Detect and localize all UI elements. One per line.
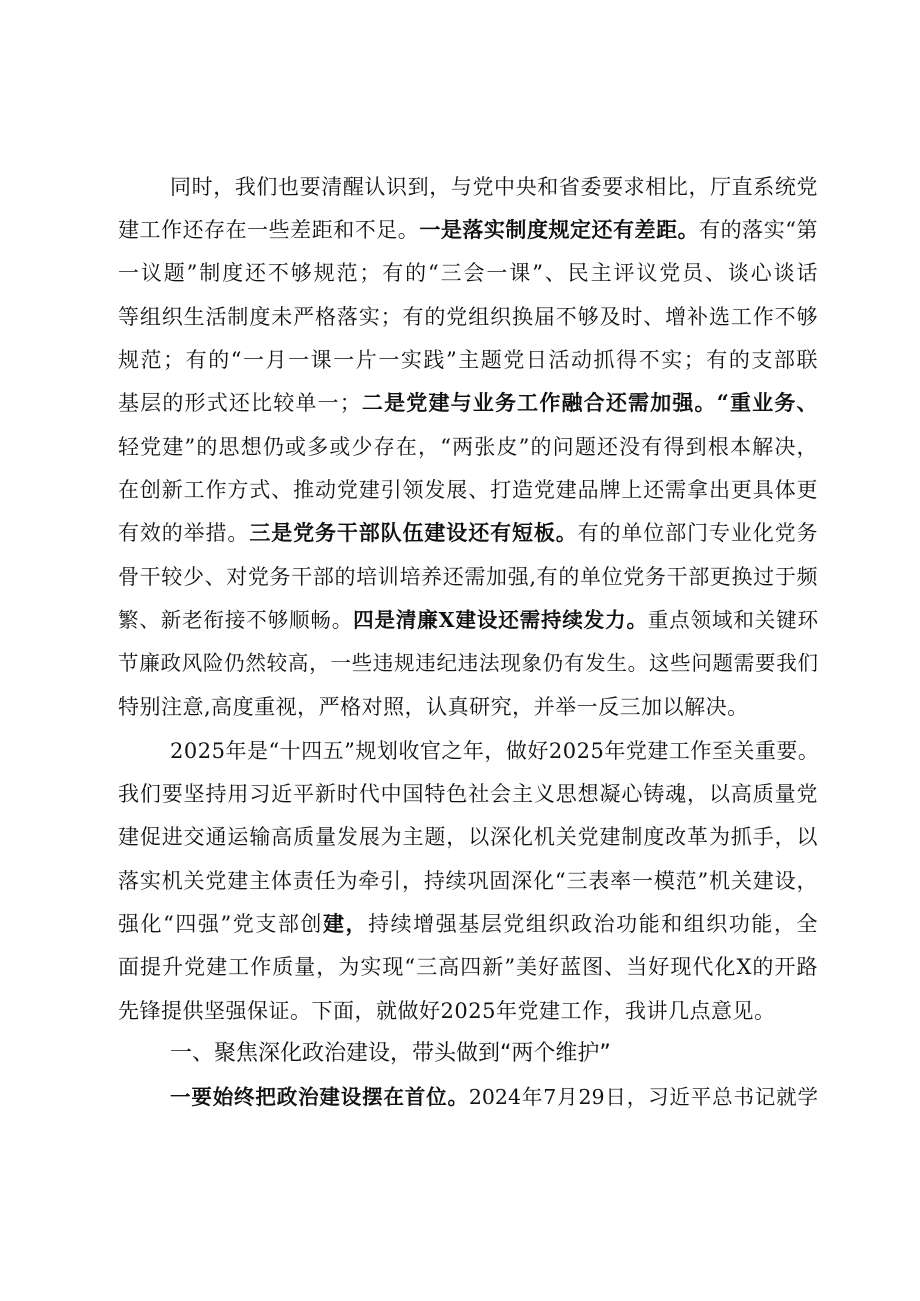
p2-line-5 <box>118 909 818 939</box>
bold-point-4: 四是清廉X建设还需持续发力。 <box>353 608 648 632</box>
text: 2024年7月29日，习近平总书记就学 <box>468 1085 818 1109</box>
p1-line-4 <box>118 302 818 332</box>
text: 节廉政风险仍然较高，一些违规违纪违法现象仍有发生。这些问题需要我们 <box>118 651 818 675</box>
section-heading: 一、聚焦深化政治建设，带头做到“两个维护” <box>170 1041 611 1066</box>
bold-point-2: 二是党建与业务工作融合还需加强。 <box>361 390 717 415</box>
p1-line-6 <box>118 388 818 418</box>
text: 有的单位部门专业化党务 <box>577 521 819 545</box>
text: 繁、新老衔接不够顺畅。 <box>118 608 354 632</box>
p3-line-1 <box>170 1082 818 1112</box>
bold-point-3: 三是党务干部队伍建设还有短板。 <box>249 520 578 545</box>
text: 基层的形式还比较单一； <box>118 391 362 415</box>
text: 建工作还存在一些差距和不足。 <box>118 218 420 242</box>
p1-line-3 <box>118 258 818 288</box>
text: 建， <box>322 911 369 936</box>
p1-line-7 <box>118 432 818 462</box>
p1-line-12 <box>118 648 818 678</box>
text: 落实机关党建主体责任为牵引，持续巩固深化“三表率一模范”机关建设， <box>118 869 818 893</box>
p1-line-1 <box>170 172 818 202</box>
text: 有的落实“第 <box>699 218 818 242</box>
p1-line-2 <box>118 215 818 245</box>
text: 骨干较少、对党务干部的培训培养还需加强,有的单位党务干部更换过于频 <box>118 565 818 589</box>
text: 同时，我们也要清醒认识到，与党中央和省委要求相比，厅直系统党 <box>170 175 818 199</box>
text: 建促进交通运输高质量发展为主题，以深化机关党建制度改革为抓手，以 <box>118 825 818 849</box>
text: 重点领域和关键环 <box>647 608 819 632</box>
p2-line-3 <box>118 822 818 852</box>
text: 特别注意,高度重视，严格对照，认真研究，并举一反三加以解决。 <box>118 695 749 719</box>
p2-line-2 <box>118 779 818 809</box>
text: 我们要坚持用习近平新时代中国特色社会主义思想凝心铸魂，以高质量党 <box>118 782 818 806</box>
p2-line-7 <box>118 996 818 1026</box>
bold-point-5: 一要始终把政治建设摆在首位。 <box>170 1085 469 1109</box>
text: 有效的举措。 <box>118 521 250 545</box>
p2-line-6 <box>118 952 818 982</box>
p1-line-9 <box>118 518 818 548</box>
p1-line-11 <box>118 605 818 635</box>
text: 在创新工作方式、推动党建引领发展、打造党建品牌上还需拿出更具体更 <box>118 478 818 502</box>
text: 规范；有的“一月一课一片一实践”主题党日活动抓得不实；有的支部联 <box>118 348 818 372</box>
text: 强化“四强”党支部创 <box>118 912 323 936</box>
text: 2025年是“十四五”规划收官之年，做好2025年党建工作至关重要。 <box>170 739 820 763</box>
text: 等组织生活制度未严格落实；有的党组织换届不够及时、增补选工作不够 <box>118 305 818 329</box>
text: 一议题”制度还不够规范；有的“三会一课”、民主评议党员、谈心谈话 <box>118 261 818 285</box>
text: 轻党建”的思想仍或多或少存在，“两张皮”的问题还没有得到根本解决， <box>118 435 818 459</box>
text: 面提升党建工作质量，为实现“三高四新”美好蓝图、当好现代化X的开路 <box>118 955 818 979</box>
text: “重业务、 <box>716 390 818 415</box>
p2-line-4 <box>118 866 818 896</box>
p1-line-10 <box>118 562 818 592</box>
p1-line-13 <box>118 692 818 722</box>
p1-line-5 <box>118 345 818 375</box>
p1-line-8 <box>118 475 818 505</box>
bold-point-1: 一是落实制度规定还有差距。 <box>419 217 700 242</box>
text: 持续增强基层党组织政治功能和组织功能，全 <box>368 912 819 936</box>
p2-line-1 <box>170 736 818 766</box>
text: 先锋提供坚强保证。下面，就做好2025年党建工作，我讲几点意见。 <box>118 999 776 1023</box>
